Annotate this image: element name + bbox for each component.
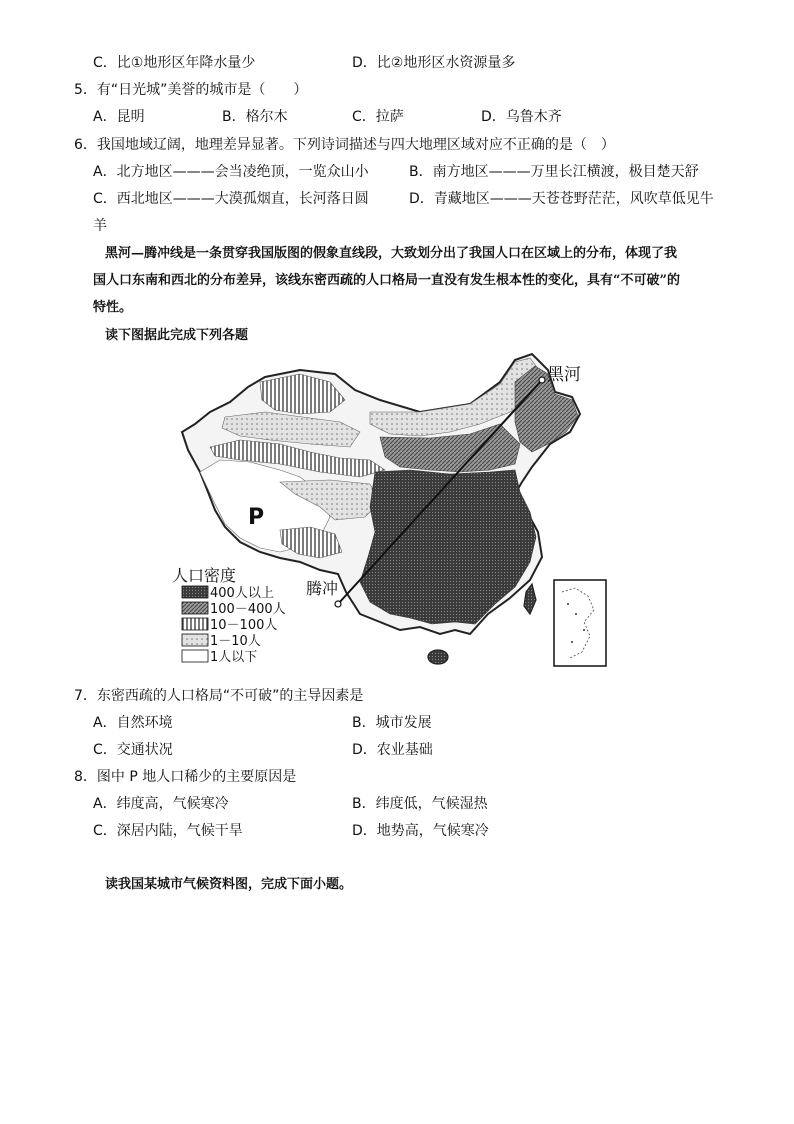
q8-option-d: D．地势高，气候寒冷 <box>352 823 489 839</box>
region-southeast-dense <box>360 470 536 624</box>
q6-option-d-continued: 羊 <box>93 218 107 234</box>
map-instruction: 读下图据此完成下列各题 <box>105 328 249 343</box>
legend-title: 人口密度 <box>172 566 237 585</box>
legend-item-2 <box>182 602 286 617</box>
legend-item-4 <box>182 634 261 649</box>
q4-option-d: D．比②地形区水资源量多 <box>352 55 516 71</box>
label-p: P <box>248 505 265 530</box>
q7-option-b: B．城市发展 <box>352 715 432 731</box>
q6-option-d: D．青藏地区———天苍苍野茫茫，风吹草低见牛 <box>409 191 714 207</box>
legend-label-1: 400人以上 <box>210 586 274 601</box>
q5-option-c: C．拉萨 <box>352 109 404 125</box>
legend-label-2: 100－400人 <box>210 602 286 617</box>
q5-option-d: D．乌鲁木齐 <box>481 109 562 125</box>
q5-stem: 5．有“日光城”美誉的城市是（ ） <box>74 82 308 98</box>
legend-item-5 <box>182 650 257 665</box>
taiwan-island <box>524 584 536 614</box>
q5-option-b: B．格尔木 <box>222 109 288 125</box>
q7-option-d: D．农业基础 <box>352 742 433 758</box>
label-tengchong: 腾冲 <box>306 579 339 598</box>
q7-option-c: C．交通状况 <box>93 742 173 758</box>
q6-option-a: A．北方地区———会当凌绝顶，一览众山小 <box>93 164 369 180</box>
label-heihe: 黑河 <box>547 365 581 385</box>
climate-instruction: 读我国某城市气候资料图，完成下面小题。 <box>105 877 353 892</box>
legend-item-1 <box>182 586 274 601</box>
heihe-point <box>539 377 545 383</box>
legend-item-3 <box>182 618 277 633</box>
q8-option-a: A．纬度高，气候寒冷 <box>93 796 229 812</box>
hainan-island <box>428 650 448 664</box>
q7-option-a: A．自然环境 <box>93 715 173 731</box>
legend-label-5: 1人以下 <box>210 650 258 665</box>
population-density-map <box>170 352 620 674</box>
q8-stem: 8．图中 P 地人口稀少的主要原因是 <box>74 769 297 785</box>
q5-option-a: A．昆明 <box>93 109 145 125</box>
q4-option-c: C．比①地形区年降水量少 <box>93 55 256 71</box>
south-china-sea-inset <box>554 580 606 666</box>
q6-option-b: B．南方地区———万里长江横渡，极目楚天舒 <box>409 164 699 180</box>
q7-stem: 7．东密西疏的人口格局“不可破”的主导因素是 <box>74 688 364 704</box>
legend <box>172 566 286 665</box>
q8-option-b: B．纬度低，气候湿热 <box>352 796 488 812</box>
passage-line-1: 黑河—腾冲线是一条贯穿我国版图的假象直线段，大致划分出了我国人口在区域上的分布，体现了我 <box>105 246 678 261</box>
passage-line-2: 国人口东南和西北的分布差异，该线东密西疏的人口格局一直没有发生根本性的变化，具有“不可破”的 <box>93 273 680 288</box>
q8-option-c: C．深居内陆，气候干旱 <box>93 823 243 839</box>
passage-line-3: 特性。 <box>93 300 133 315</box>
legend-label-4: 1－10人 <box>210 634 261 649</box>
map-svg <box>170 352 620 674</box>
legend-label-3: 10－100人 <box>210 618 278 633</box>
q6-stem: 6．我国地域辽阔，地理差异显著。下列诗词描述与四大地理区域对应不正确的是（ ） <box>74 137 615 153</box>
tengchong-point <box>335 601 341 607</box>
q6-option-c: C．西北地区———大漠孤烟直，长河落日圆 <box>93 191 369 207</box>
